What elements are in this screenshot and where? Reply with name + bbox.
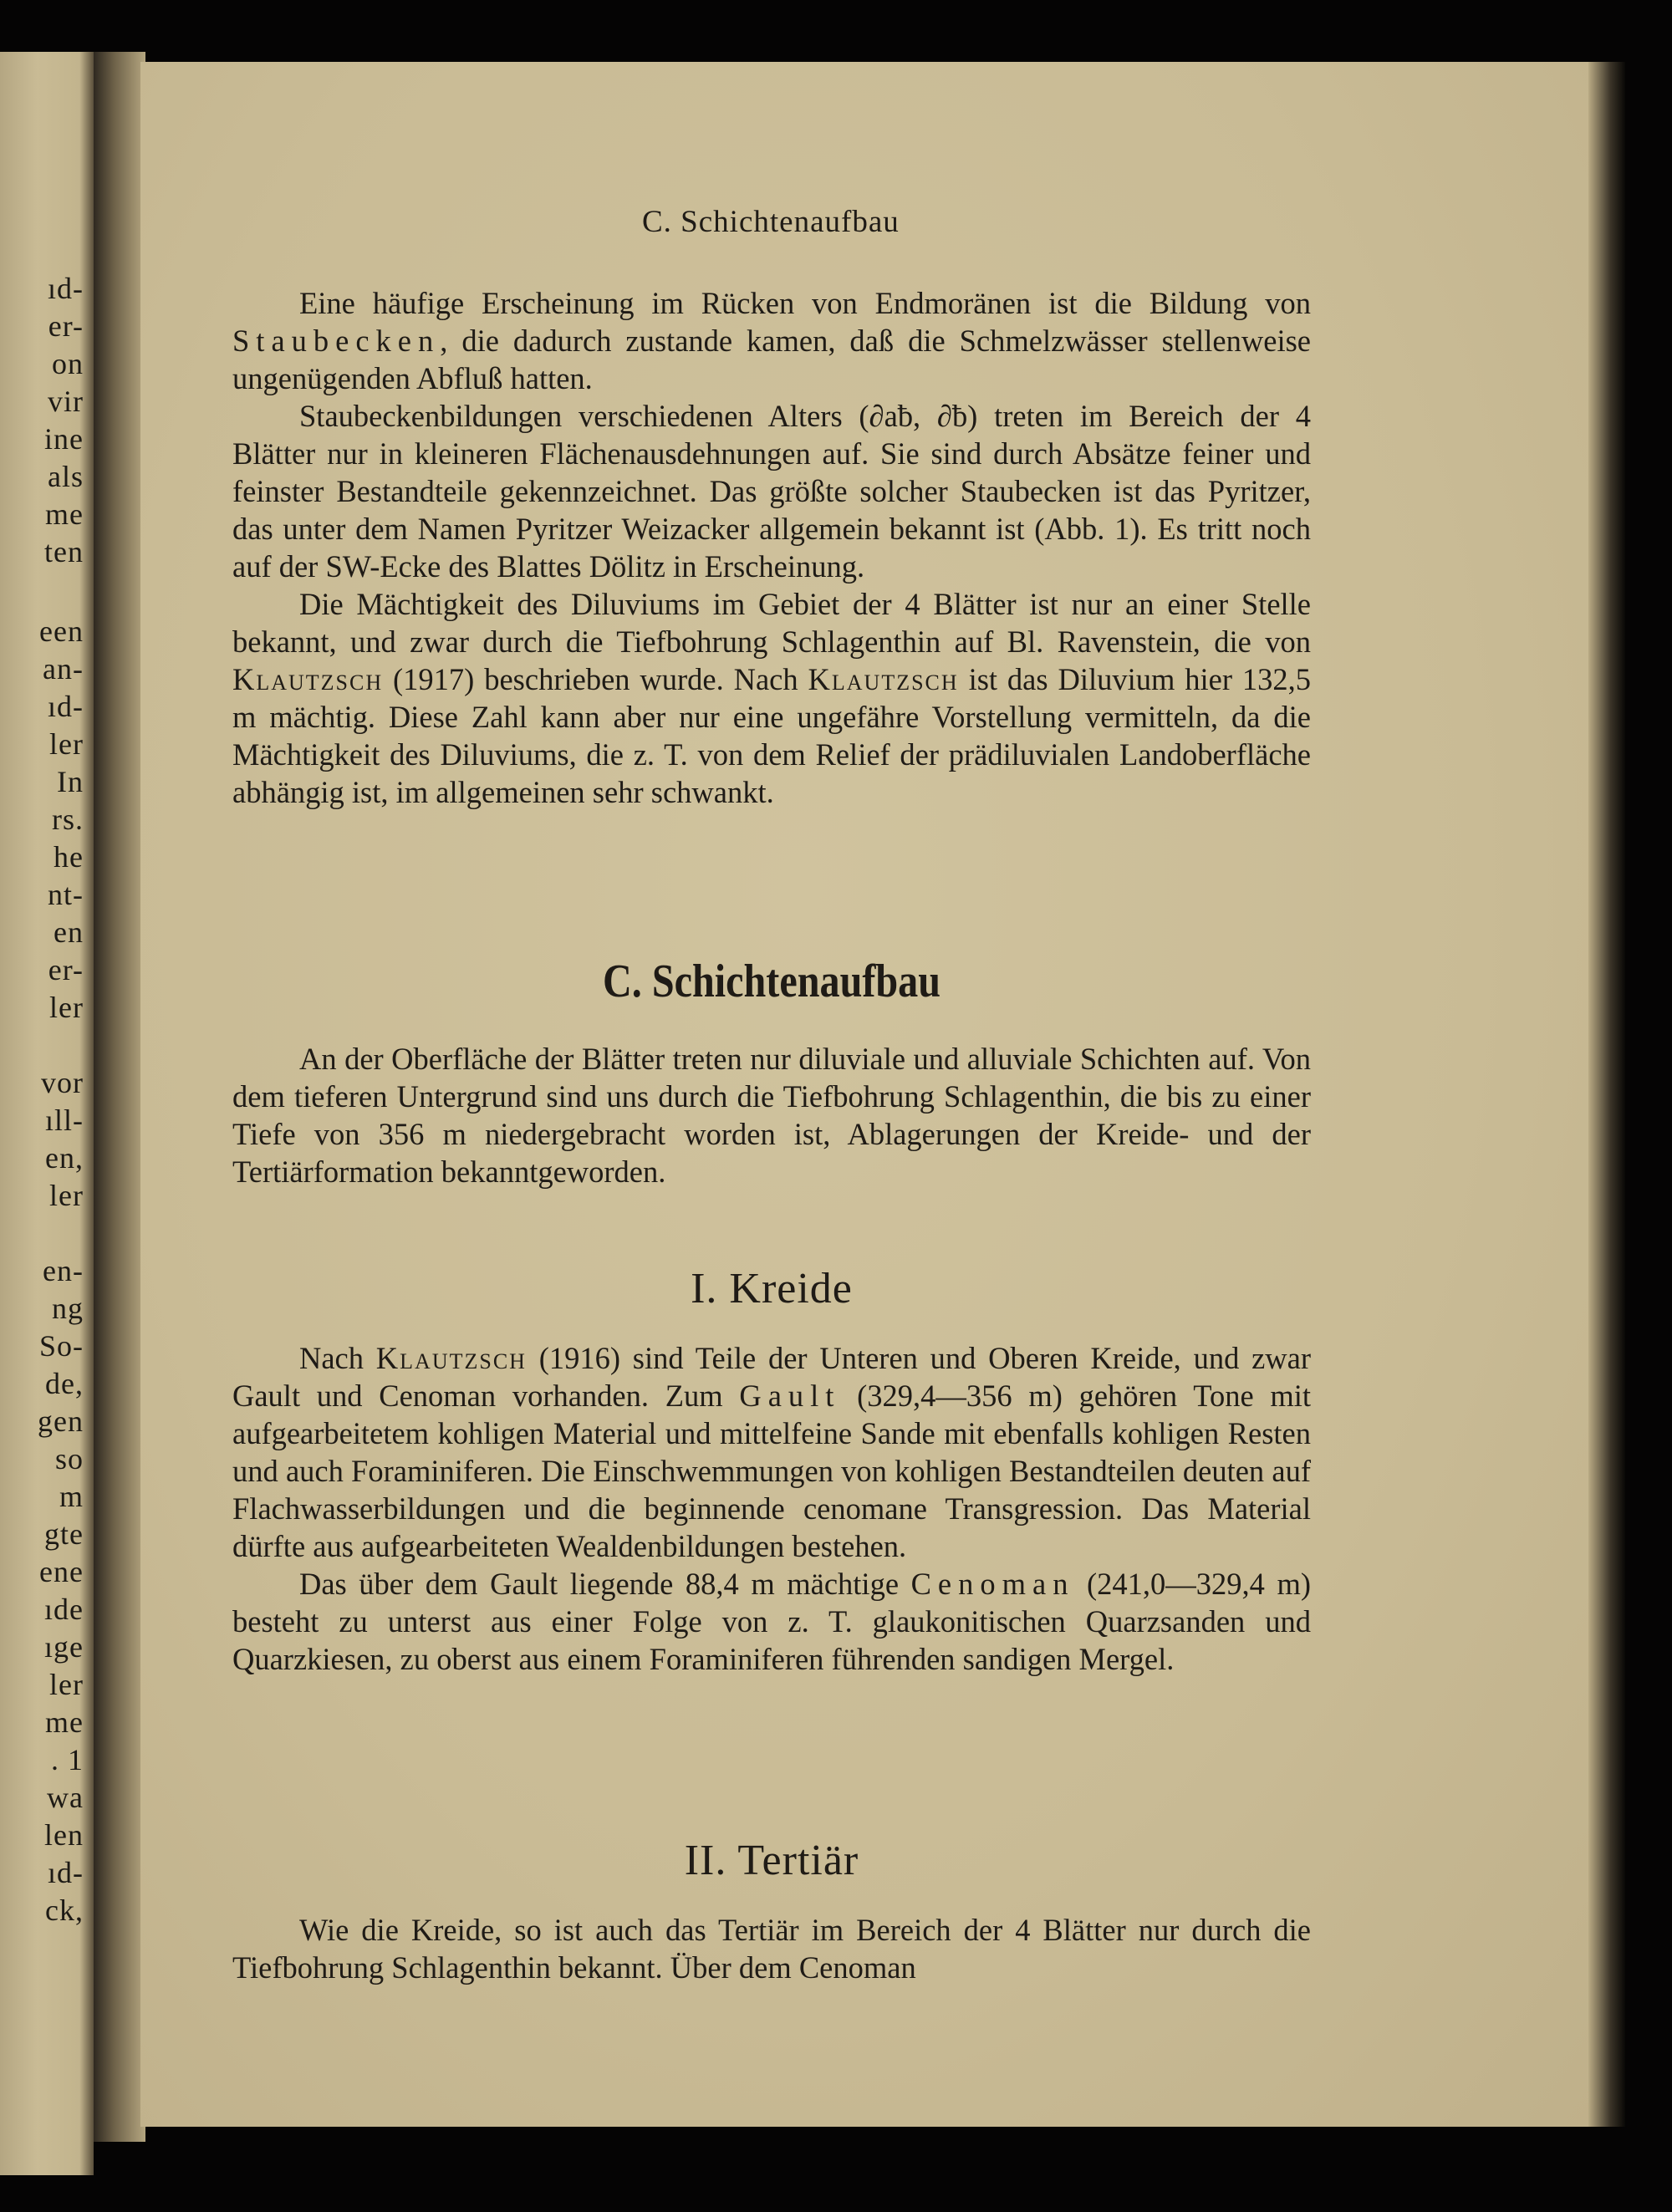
paragraph: An der Oberfläche der Blätter treten nur diluviale und alluviale Schichten auf. Von dem tieferen Untergrund sind uns durch die Tiefbohrung Schlagenthin, die bis zu einer Tiefe von 356 m niedergebracht worden ist, Ablagerungen der Kreide- und der Tertiärformation bekanntgeworden.: [232, 1042, 1311, 1189]
book-gutter: [94, 52, 145, 2142]
text-run: (329,4—356 m) gehören Tone mit aufgearbeitetem kohligen Material und mittelfeine Sande mit ebenfalls kohligen Resten und auch Foraminiferen. Die Einschwemmungen von kohligen Bestandteilen deuten auf Flachwasserbildungen und die beginnende cenomane Transgression. Das Material dürfte aus aufgearbeiteten Wealdenbildungen bestehen.: [232, 1379, 1312, 1563]
margin-fragment: ler: [49, 727, 84, 761]
margin-fragment: rs.: [52, 803, 84, 836]
text-run: (1916) sind Teile der Unteren und Oberen Kreide, und zwar Gault und Cenoman vorhanden. Zum: [232, 1341, 1312, 1413]
margin-fragment: len: [44, 1818, 84, 1852]
margin-fragment: So-: [38, 1329, 84, 1363]
margin-fragment: en,: [45, 1141, 84, 1175]
margin-fragment: ler: [49, 1668, 84, 1701]
text-run: (1917) beschrieben wurde. Nach: [393, 662, 798, 696]
text-run: Eine häufige Erscheinung im Rücken von Endmoränen ist die Bildung von: [299, 286, 1311, 320]
margin-fragment: ler: [49, 1179, 84, 1212]
margin-fragment: me: [45, 1705, 84, 1739]
margin-fragment: ıd-: [48, 690, 84, 723]
text-run: Die Mächtigkeit des Diluviums im Gebiet der 4 Blätter ist nur an einer Stelle bekannt, und zwar durch die Tiefbohrung Schlagenthin auf Bl. Ravenstein, die von: [232, 587, 1311, 659]
margin-fragment: In: [57, 765, 84, 798]
margin-fragment: ıll-: [45, 1103, 84, 1137]
spaced-term: Gault: [739, 1379, 841, 1413]
margin-fragment: he: [54, 840, 84, 874]
author-name: Klautzsch: [232, 662, 384, 696]
margin-fragment: als: [48, 460, 84, 493]
paragraph: Staubeckenbildungen verschiedenen Alters (∂aƀ, ∂ƀ) treten im Bereich der 4 Blätter nur in kleineren Flächenausdehnungen auf. Sie sind durch Absätze feiner und feinster Bestandteile gekennzeichnet. Das größte solcher Staubecken ist das Pyritzer, das unter dem Namen Pyritzer Weizacker allgemein bekannt ist (Abb. 1). Es tritt noch auf der SW-Ecke des Blattes Dölitz in Erscheinung.: [232, 399, 1311, 584]
margin-fragment: gen: [38, 1404, 84, 1438]
tertiaer-text: [232, 1911, 1311, 1986]
spaced-term: Cenoman: [910, 1567, 1075, 1601]
running-head: [642, 204, 1612, 254]
margin-fragment: gte: [44, 1517, 84, 1551]
margin-fragment: vir: [48, 385, 84, 418]
paragraph: [232, 1565, 1311, 1678]
margin-fragment: ene: [39, 1555, 84, 1588]
margin-fragment: so: [54, 1442, 84, 1476]
margin-fragment: ıd-: [48, 1856, 84, 1889]
text-run: ist das Diluvium hier 132,5 m mächtig. Diese Zahl kann aber nur eine ungefähre Vorstellung vermitteln, da die Mächtigkeit des Diluviums, die z. T. von dem Relief der prädiluvialen Landoberfläche abhängig ist, im allgemeinen sehr schwankt.: [232, 662, 1312, 809]
running-head-title: C. Schichtenaufbau: [642, 205, 900, 239]
margin-fragment: nt-: [48, 878, 84, 911]
spaced-term: Staubecken: [232, 324, 441, 358]
margin-fragment: me: [45, 497, 84, 531]
paragraph: [232, 585, 1311, 811]
margin-fragment: ine: [44, 422, 84, 456]
margin-fragment: vor: [41, 1066, 84, 1099]
margin-fragment: en: [54, 915, 84, 949]
margin-fragment: ck,: [45, 1893, 84, 1927]
margin-fragment: er-: [48, 309, 84, 343]
margin-fragment: . 1: [51, 1743, 84, 1776]
kreide-text: [232, 1339, 1311, 1678]
margin-fragment: wa: [47, 1781, 84, 1814]
margin-fragment: m: [59, 1480, 84, 1513]
text-run: Das über dem Gault liegende 88,4 m mächtige: [299, 1567, 900, 1601]
facing-page-edge: [0, 52, 94, 2175]
tertiaer-heading: II. Tertiär: [684, 1837, 859, 1884]
margin-fragment: ıde: [44, 1593, 84, 1626]
margin-fragment: en-: [43, 1254, 84, 1287]
margin-fragment: er-: [48, 953, 84, 986]
author-name: Klautzsch: [375, 1341, 527, 1375]
paragraph: [232, 1339, 1311, 1565]
margin-fragment: ten: [44, 535, 84, 568]
text-run: Nach: [299, 1341, 364, 1375]
margin-fragment: ler: [49, 991, 84, 1024]
page-edge-shadow: [1588, 62, 1625, 2127]
section-text: [232, 1040, 1311, 1190]
intro-text: [232, 284, 1311, 811]
margin-fragment: on: [52, 347, 84, 380]
paragraph: Wie die Kreide, so ist auch das Tertiär im Bereich der 4 Blätter nur durch die Tiefbohrung Schlagenthin bekannt. Über dem Cenoman: [232, 1913, 1311, 1985]
section-heading: C. Schichtenaufbau: [602, 956, 941, 1007]
paragraph: [232, 284, 1311, 397]
margin-fragment: an-: [43, 652, 84, 686]
book-page: [140, 62, 1605, 2127]
kreide-heading: I. Kreide: [691, 1265, 853, 1312]
margin-fragment: ıge: [44, 1630, 84, 1664]
margin-fragment: de,: [45, 1367, 84, 1400]
margin-fragment: ng: [52, 1292, 84, 1325]
author-name: Klautzsch: [808, 662, 959, 696]
text-run: , die dadurch zustande kamen, daß die Schmelzwässer stellenweise ungenügenden Abfluß hatten.: [232, 324, 1311, 395]
text-run: (241,0—329,4 m) besteht zu unterst aus einer Folge von z. T. glaukonitischen Quarzsanden und Quarzkiesen, zu oberst aus einem Foraminiferen führenden sandigen Mergel.: [232, 1567, 1312, 1676]
margin-fragment: ıd-: [48, 272, 84, 305]
margin-fragment: een: [39, 614, 84, 648]
